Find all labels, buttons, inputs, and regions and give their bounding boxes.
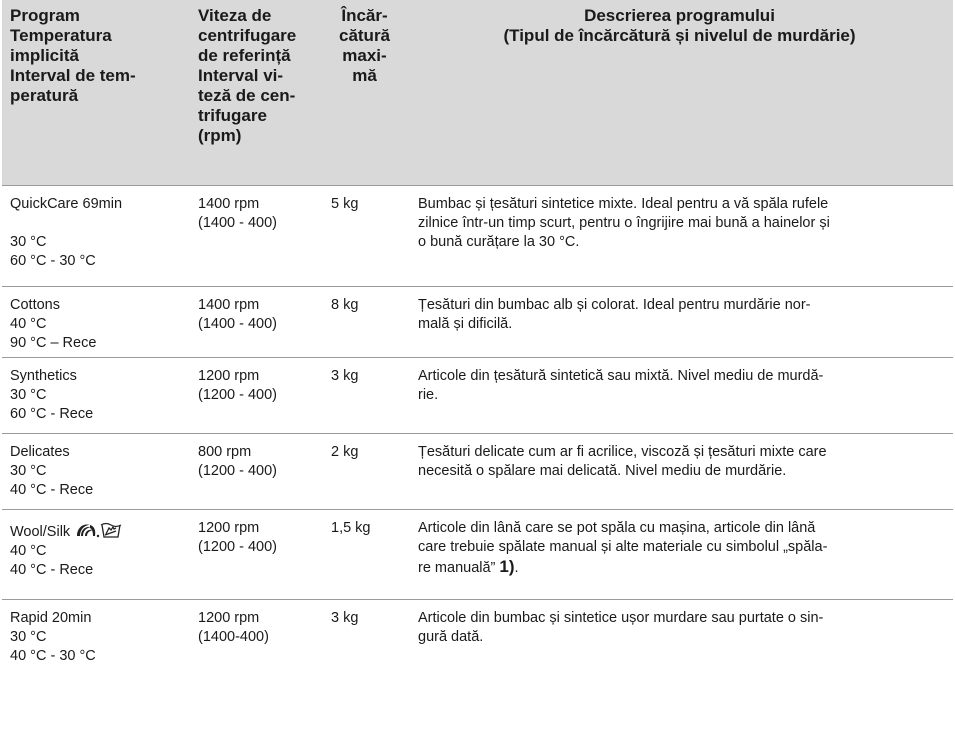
speed-cell: 1400 rpm (1400 - 400) [190,286,323,357]
woolmark-icon [74,521,100,539]
default-temp: 30 °C [10,386,47,403]
load-cell: 5 kg [323,185,406,286]
load-cell: 1,5 kg [323,509,406,599]
temp-range: 60 °C - Rece [10,405,94,422]
temp-range: 90 °C – Rece [10,334,97,351]
header-description: Descrierea programului (Tipul de încărcătură și nivelul de murdărie) [406,0,953,185]
default-temp: 40 °C [10,542,47,559]
program-name: Synthetics [10,367,77,384]
speed-cell: 1200 rpm (1400-400) [190,599,323,675]
speed-cell: 1400 rpm (1400 - 400) [190,185,323,286]
temp-range: 60 °C - 30 °C [10,252,96,269]
load-cell: 3 kg [323,357,406,433]
description-cell: Articole din țesătură sintetică sau mixtă. Nivel mediu de murdă- rie. [406,357,953,433]
load-cell: 8 kg [323,286,406,357]
program-name: QuickCare 69min [10,195,123,212]
table-row [2,286,953,357]
temp-range: 40 °C - 30 °C [10,647,96,664]
description-cell: Țesături din bumbac alb și colorat. Ideal pentru murdărie nor- mală și dificilă. [406,286,953,357]
speed-cell: 1200 rpm (1200 - 400) [190,509,323,599]
description-cell: Țesături delicate cum ar fi acrilice, viscoză și țesături mixte care necesită o spălare mai delicată. Nivel mediu de murdărie. [406,433,953,509]
hand-wash-icon [100,519,122,539]
speed-cell: 1200 rpm (1200 - 400) [190,357,323,433]
description-cell: Articole din bumbac și sintetice ușor murdare sau purtate o sin- gură dată. [406,599,953,675]
default-temp: 40 °C [10,315,47,332]
table-row [2,509,953,599]
program-cell [2,433,190,509]
speed-cell: 800 rpm (1200 - 400) [190,433,323,509]
programme-table [2,0,953,675]
load-cell: 2 kg [323,433,406,509]
program-cell [2,599,190,675]
default-temp: 30 °C [10,628,47,645]
description-cell: Bumbac și țesături sintetice mixte. Ideal pentru a vă spăla rufele zilnice într-un timp scurt, pentru o îngrijire mai bună a hainelor și o bună curățare la 30 °C. [406,185,953,286]
description-cell: Articole din lână care se pot spăla cu mașina, articole din lână care trebuie spălate manual și alte materiale cu simbolul „spăla- re manuală” 1). [406,509,953,599]
program-name: Delicates [10,443,70,460]
table-header-row [2,0,953,185]
temp-range: 40 °C - Rece [10,481,94,498]
header-spin-speed: Viteza de centrifugare de referință Interval vi- teză de cen- trifugare (rpm) [190,0,323,185]
default-temp: 30 °C [10,462,47,479]
header-program: Program Temperatura implicită Interval de tem- peratură [2,0,190,185]
program-cell [2,509,190,599]
header-max-load: Încăr- cătură maxi- mă [323,0,406,185]
footnote-marker: 1) [499,556,515,576]
program-cell [2,357,190,433]
program-name: Cottons [10,296,60,313]
load-cell: 3 kg [323,599,406,675]
program-name: Wool/Silk [10,523,71,540]
table-row [2,357,953,433]
program-cell [2,185,190,286]
table-row [2,433,953,509]
default-temp: 30 °C [10,233,47,250]
program-cell [2,286,190,357]
table-row [2,185,953,286]
program-name: Rapid 20min [10,609,92,626]
temp-range: 40 °C - Rece [10,561,94,578]
table-row [2,599,953,675]
